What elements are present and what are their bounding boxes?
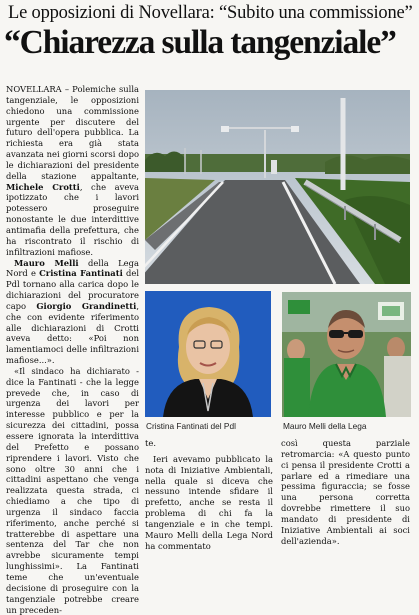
caption-melli: Mauro Melli della Lega <box>283 421 367 431</box>
paragraph-melli-quote: così questa parziale retromarcia: «A questo punto ci pensa il presidente Crotti a parlare ed a rimediare una pessima figuraccia; se fosse una persona corretta dovrebbe rimettere il suo mandato di presidente di Iniziative Ambientali ai soci dell'azienda». <box>281 438 410 546</box>
text-segment: della Lega Nord e <box>6 257 139 279</box>
article-column-2 <box>145 438 273 551</box>
intro-text-rest: , che aveva ipotizzato che i lavori potessero proseguire nonostante le due interdittive antimafia della prefettura, che ha riscontrato il rischio di infiltrazioni mafiose. <box>6 181 139 257</box>
text-segment: , che con evidente riferimento alle dichiarazioni di Crotti aveva detto: «Poi non lamentiamoci delle infiltrazioni mafiose...». <box>6 300 139 366</box>
paragraph-opposition <box>6 258 139 366</box>
article-column-1 <box>6 84 139 615</box>
article-headline: “Chiarezza sulla tangenziale” <box>4 24 396 61</box>
fantinati-photo <box>145 291 271 417</box>
person-name: Mauro Melli <box>14 257 79 268</box>
person-name: Cristina Fantinati <box>39 268 123 279</box>
paragraph-continuation: te. <box>145 438 156 448</box>
paragraph-intro <box>6 84 139 258</box>
article-kicker: Le opposizioni di Novellara: “Subito una commissione” <box>8 3 413 23</box>
road-photo <box>145 90 410 284</box>
paragraph-iniziative: Ieri avevamo pubblicato la nota di Iniziative Ambientali, nella quale si diceva che nessuno intende sfidare il prefetto, anche se resta il problema di chi fa la tangenziale e in che tempi. Mauro Melli della Lega Nord ha commentato <box>145 453 273 551</box>
article-column-3 <box>281 438 410 546</box>
text-segment: del Pdl tornano alla carica dopo le dichiarazioni del procuratore capo <box>6 268 139 311</box>
paragraph-quote: «Il sindaco ha dichiarato - dice la Fantinati - che la legge prevede che, in caso di urgenza dei lavori per interesse pubblico e per la sicurezza dei cittadini, possa essere ignorata la interdittiva del Prefetto e possano riprendere i lavori. Visto che sono oltre 30 anni che i cittadini aspettano che venga realizzata questa strada, ci chiediamo a che tipo di urgenza il sindaco faccia riferimento, anche perché si tratterebbe di aspettare una sentenza del Tar che non avrebbe sicuramente tempi lunghissimi». La Fantinati teme che un'eventuale decisione di proseguire con la tangenziale potrebbe creare un preceden- <box>6 365 139 615</box>
road-photo-illustration <box>145 90 410 284</box>
person-name: Michele Crotti <box>6 181 80 192</box>
fantinati-portrait <box>145 291 271 417</box>
melli-portrait <box>282 292 411 417</box>
intro-text: NOVELLARA – Polemiche sulla tangenziale, le opposizioni chiedono una commissione urgente per discutere del futuro dell'opera pubblica. La richiesta era già stata avanzata nei giorni scorsi dopo le dichiarazioni del presidente della stazione appaltante, <box>6 84 139 181</box>
melli-photo <box>282 292 411 417</box>
person-name: Giorgio Grandinetti <box>36 300 137 311</box>
caption-fantinati: Cristina Fantinati del Pdl <box>146 421 236 431</box>
